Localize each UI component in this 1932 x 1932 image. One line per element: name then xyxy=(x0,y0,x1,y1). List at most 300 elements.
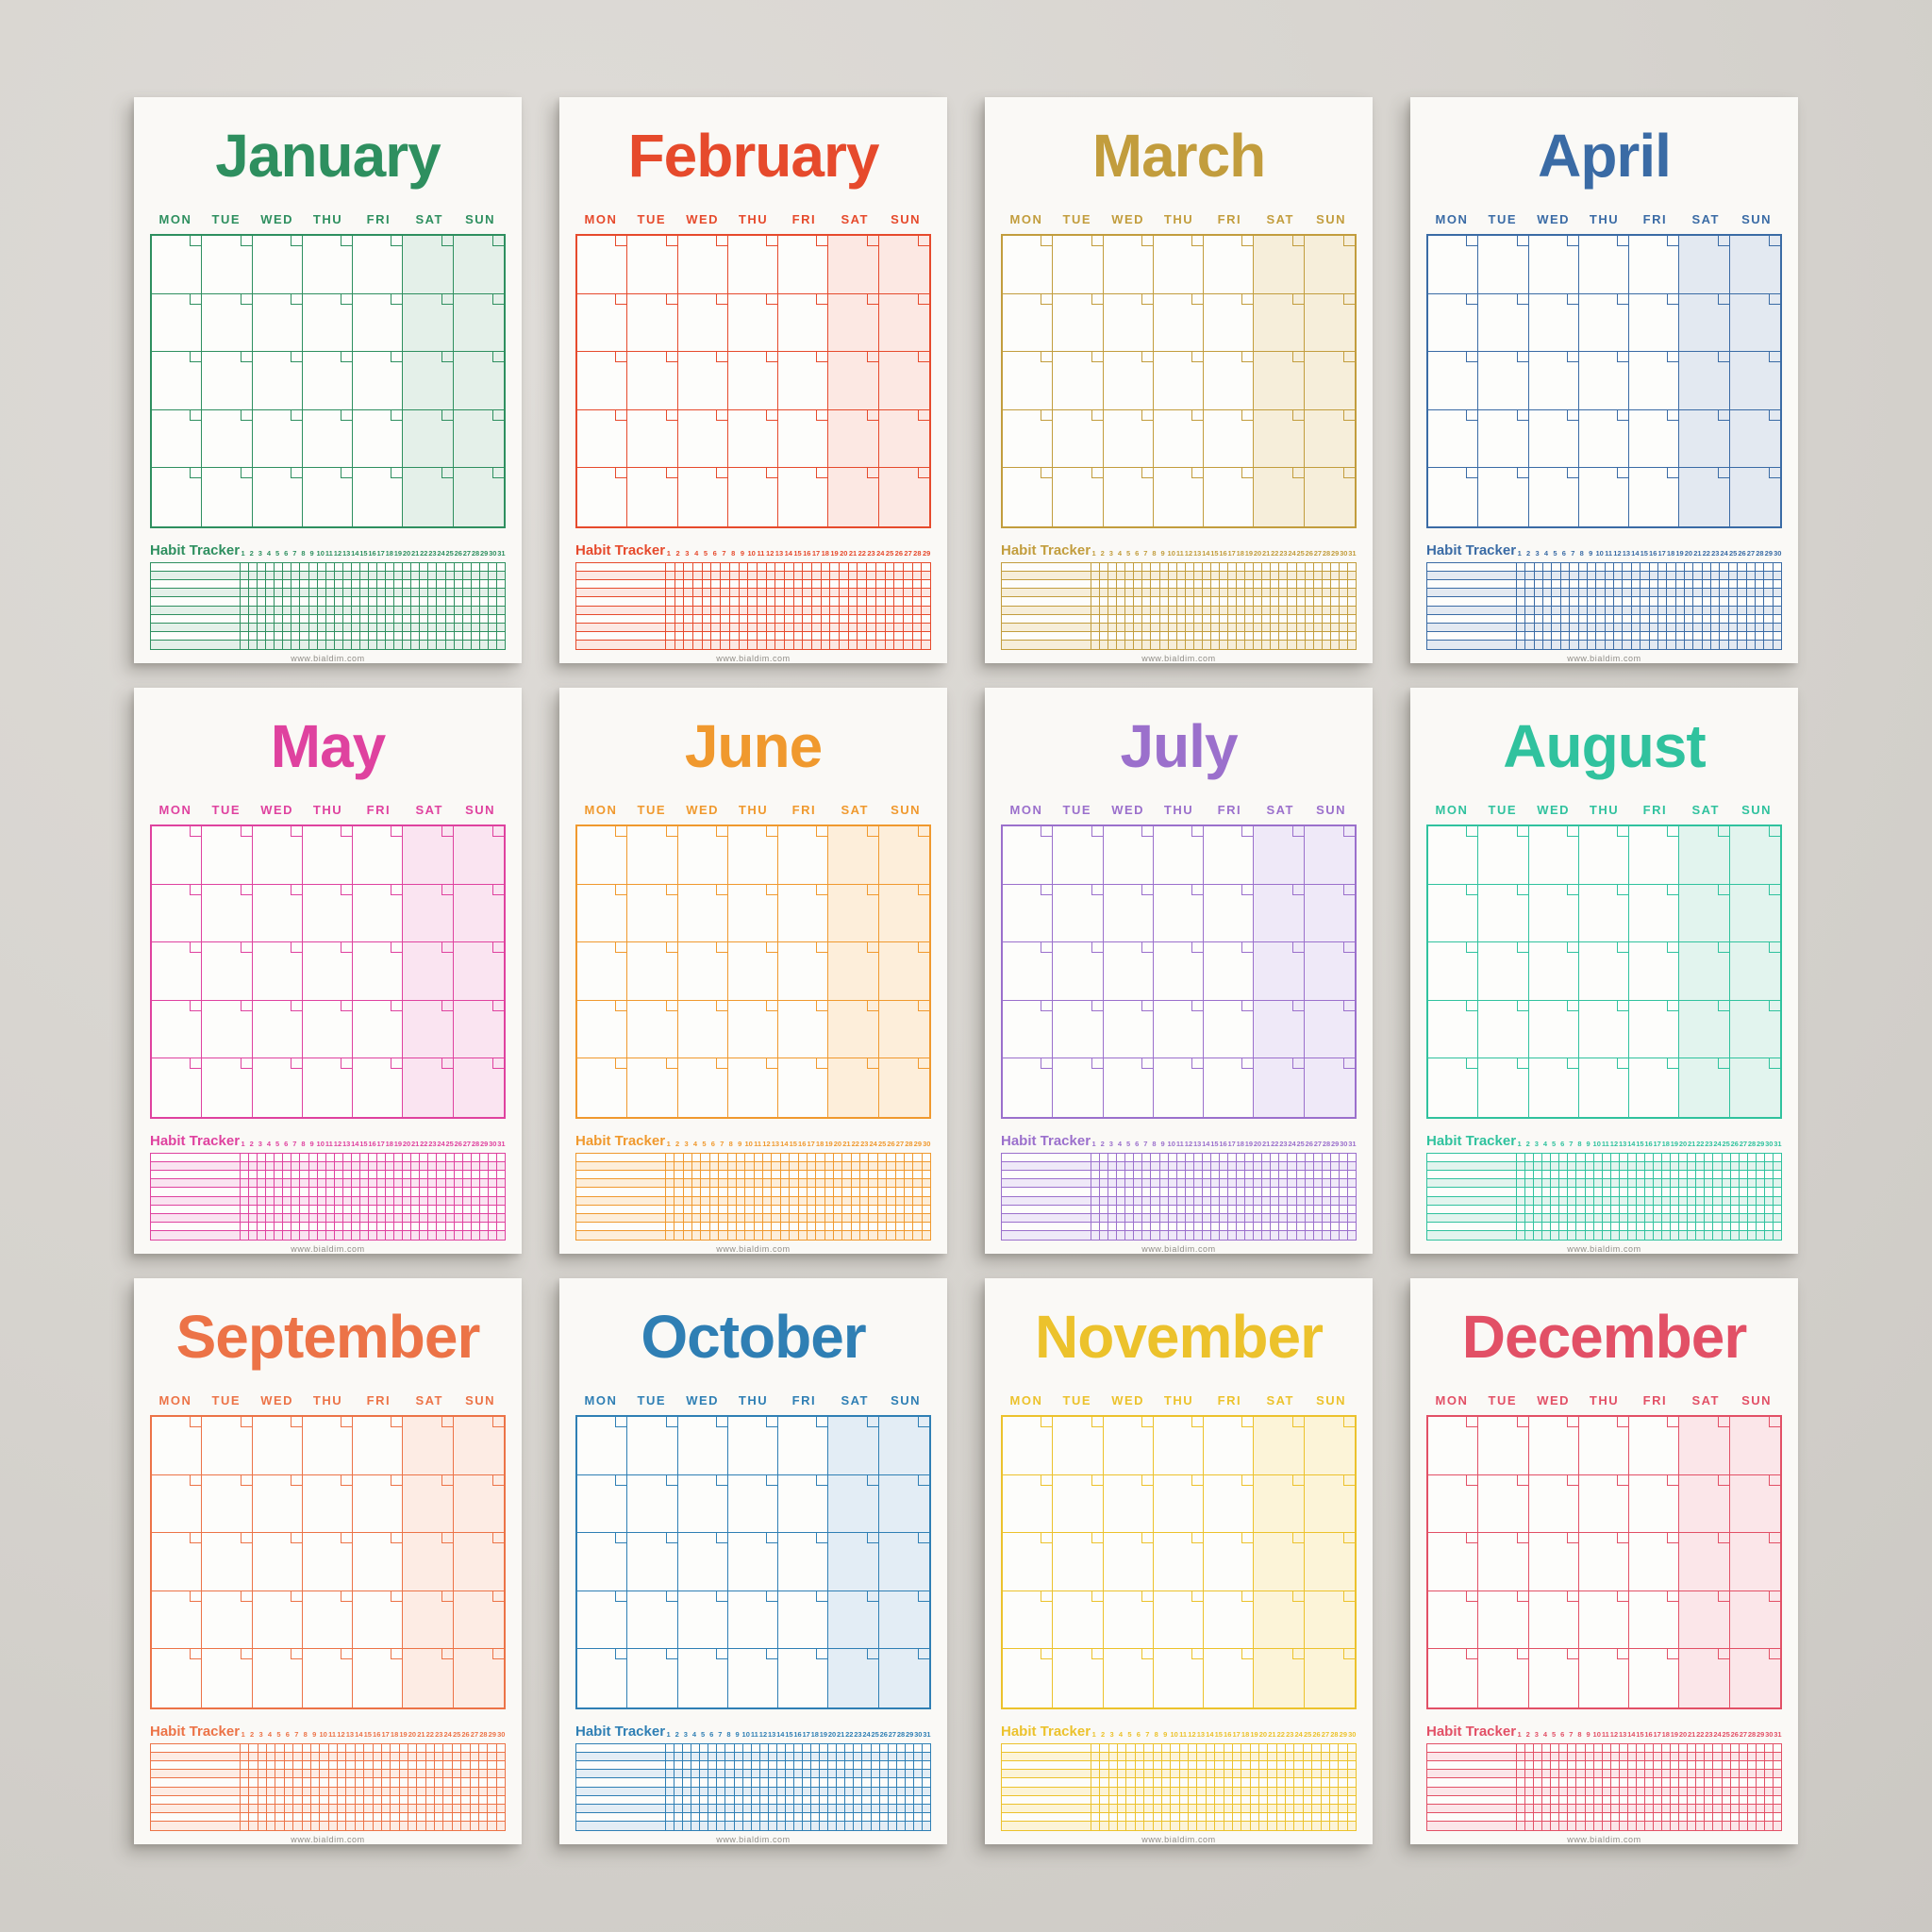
tracker-check-cell xyxy=(291,607,299,615)
tracker-check-cell xyxy=(1322,1214,1330,1223)
tracker-check-cell xyxy=(381,1744,390,1753)
tracker-check-cell xyxy=(1569,580,1577,589)
tracker-check-cell xyxy=(1712,1171,1721,1179)
tracker-day-number: 2 xyxy=(249,1140,254,1148)
tracker-check-cell xyxy=(1219,1214,1227,1223)
tracker-check-cell xyxy=(683,580,692,589)
tracker-check-cell xyxy=(390,1813,398,1822)
tracker-check-cell xyxy=(275,1805,283,1813)
tracker-check-cell xyxy=(1179,1788,1188,1796)
tracker-check-cell xyxy=(1610,1778,1619,1787)
calendar-day-cell xyxy=(1730,294,1780,353)
calendar-day-cell xyxy=(1104,1058,1154,1117)
calendar-day-cell xyxy=(1003,410,1053,469)
tracker-check-cell xyxy=(768,1778,776,1787)
date-number-box xyxy=(1466,1649,1477,1659)
tracker-check-cell xyxy=(888,1744,896,1753)
tracker-habit-label-cell xyxy=(1427,615,1516,624)
tracker-check-cell xyxy=(903,572,912,580)
tracker-check-cell xyxy=(674,1188,682,1196)
tracker-check-cell xyxy=(833,1214,841,1223)
calendar-day-cell xyxy=(253,1475,303,1534)
tracker-day-number: 12 xyxy=(766,549,774,558)
tracker-check-cell xyxy=(1116,589,1124,597)
tracker-check-cell xyxy=(1141,1171,1150,1179)
tracker-habit-label-cell xyxy=(151,572,240,580)
tracker-check-cell xyxy=(1610,1179,1619,1188)
tracker-check-cell xyxy=(1722,1179,1730,1188)
tracker-check-cell xyxy=(454,641,462,649)
calendar-day-cell xyxy=(1579,1475,1629,1534)
tracker-check-cell xyxy=(895,1231,904,1240)
tracker-check-cell xyxy=(913,1761,922,1770)
tracker-check-cell xyxy=(1150,1171,1158,1179)
tracker-check-cell xyxy=(1585,1770,1593,1778)
calendar-day-cell xyxy=(1730,1058,1780,1117)
tracker-check-cell xyxy=(317,1206,325,1214)
date-number-box xyxy=(666,294,677,305)
tracker-day-number: 25 xyxy=(445,549,454,558)
tracker-habit-label-cell xyxy=(1427,1231,1516,1240)
tracker-check-cell xyxy=(1524,563,1533,572)
tracker-check-cell xyxy=(282,563,291,572)
tracker-check-cell xyxy=(1206,1788,1214,1796)
tracker-check-cell xyxy=(317,632,325,641)
tracker-check-cell xyxy=(1636,1761,1644,1770)
tracker-check-cell xyxy=(1666,597,1674,606)
tracker-check-cell xyxy=(912,1179,921,1188)
tracker-check-cell xyxy=(757,597,766,606)
tracker-day-number: 26 xyxy=(461,1730,470,1739)
tracker-check-cell xyxy=(757,641,766,649)
tracker-check-cell xyxy=(1534,607,1542,615)
tracker-check-cell xyxy=(419,563,427,572)
tracker-check-cell xyxy=(408,1796,416,1805)
tracker-check-cell xyxy=(857,607,866,615)
tracker-check-cell xyxy=(1236,624,1244,632)
tracker-check-cell xyxy=(496,1223,505,1231)
date-number-box xyxy=(1091,1475,1103,1486)
tracker-check-cell xyxy=(1516,1197,1524,1206)
tracker-check-cell xyxy=(1533,1162,1541,1171)
date-number-box xyxy=(1292,1001,1304,1011)
tracker-check-cell xyxy=(488,1162,496,1171)
calendar-day-cell xyxy=(879,236,929,294)
tracker-check-cell xyxy=(1710,641,1719,649)
tracker-check-cell xyxy=(1567,1753,1575,1761)
tracker-check-cell xyxy=(913,1753,922,1761)
tracker-check-cell xyxy=(1141,572,1150,580)
tracker-check-cell xyxy=(718,1154,726,1162)
tracker-check-cell xyxy=(470,1822,478,1830)
tracker-check-cell xyxy=(1227,563,1236,572)
tracker-check-cell xyxy=(1116,1154,1124,1162)
calendar-day-cell xyxy=(1204,826,1254,885)
tracker-check-cell xyxy=(1755,615,1763,624)
tracker-check-cell xyxy=(1578,615,1587,624)
date-number-box xyxy=(441,294,453,305)
tracker-check-cell xyxy=(487,1753,495,1761)
tracker-habit-label-cell xyxy=(576,624,665,632)
tracker-check-cell xyxy=(922,1206,930,1214)
tracker-check-cell xyxy=(345,1813,354,1822)
calendar-day-cell xyxy=(1428,826,1478,885)
tracker-check-cell xyxy=(776,1753,785,1761)
tracker-day-number: 27 xyxy=(462,1140,472,1148)
tracker-check-cell xyxy=(1261,589,1270,597)
tracker-check-cell xyxy=(1124,1197,1133,1206)
tracker-check-cell xyxy=(385,1162,393,1171)
tracker-check-cell xyxy=(1270,1214,1278,1223)
tracker-check-cell xyxy=(291,1197,299,1206)
tracker-day-number: 21 xyxy=(1687,1140,1696,1148)
tracker-check-cell xyxy=(355,1796,363,1805)
tracker-check-cell xyxy=(784,615,793,624)
tracker-check-cell xyxy=(885,615,894,624)
tracker-check-cell xyxy=(1321,1805,1329,1813)
tracker-check-cell xyxy=(1695,1154,1704,1162)
tracker-check-cell xyxy=(1640,624,1648,632)
tracker-check-cell xyxy=(853,1744,861,1753)
tracker-check-cell xyxy=(1267,1753,1275,1761)
tracker-check-cell xyxy=(1193,641,1202,649)
tracker-check-cell xyxy=(1287,1197,1295,1206)
tracker-check-cell xyxy=(1657,632,1666,641)
tracker-check-cell xyxy=(691,1761,699,1770)
tracker-check-cell xyxy=(258,1744,266,1753)
tracker-check-cell xyxy=(1214,1813,1223,1822)
tracker-day-number: 13 xyxy=(1192,549,1202,558)
tracker-check-cell xyxy=(248,1162,257,1171)
tracker-day-number: 25 xyxy=(445,1140,454,1148)
tracker-check-cell xyxy=(454,1197,462,1206)
tracker-check-cell xyxy=(877,1154,886,1162)
tracker-check-cell xyxy=(363,1744,372,1753)
tracker-check-cell xyxy=(1541,1206,1550,1214)
tracker-check-cell xyxy=(879,1761,888,1770)
calendar-day-cell xyxy=(1053,1591,1103,1650)
tracker-day-number: 27 xyxy=(470,1730,479,1739)
tracker-check-cell xyxy=(427,1188,436,1196)
tracker-check-cell xyxy=(257,1223,265,1231)
calendar-day-cell xyxy=(353,1001,403,1059)
tracker-check-cell xyxy=(861,1805,870,1813)
tracker-check-cell xyxy=(1196,1770,1205,1778)
date-number-box xyxy=(615,1591,626,1602)
tracker-check-cell xyxy=(1091,1206,1099,1214)
tracker-check-cell xyxy=(709,1162,718,1171)
tracker-check-cell xyxy=(1730,1770,1739,1778)
tracker-check-cell xyxy=(1533,1214,1541,1223)
tracker-habit-label-cell xyxy=(1427,1753,1516,1761)
tracker-check-cell xyxy=(1116,580,1124,589)
tracker-check-cell xyxy=(452,1770,460,1778)
tracker-check-cell xyxy=(839,597,848,606)
tracker-check-cell xyxy=(462,572,471,580)
tracker-check-cell xyxy=(1202,589,1210,597)
tracker-check-cell xyxy=(359,1179,368,1188)
tracker-check-cell xyxy=(771,1154,779,1162)
calendar-page-october xyxy=(559,1278,947,1844)
tracker-check-cell xyxy=(1593,1753,1602,1761)
tracker-check-cell xyxy=(460,1788,469,1796)
tracker-check-cell xyxy=(265,607,274,615)
tracker-habit-label-cell xyxy=(151,589,240,597)
tracker-check-cell xyxy=(368,1206,376,1214)
tracker-check-cell xyxy=(479,1214,488,1223)
tracker-check-cell xyxy=(265,1223,274,1231)
tracker-check-cell xyxy=(488,1154,496,1162)
tracker-habit-label-cell xyxy=(1002,1796,1091,1805)
date-number-box xyxy=(190,1001,201,1011)
tracker-habit-label-cell xyxy=(151,1770,240,1778)
tracker-check-cell xyxy=(342,1162,351,1171)
tracker-check-cell xyxy=(359,1206,368,1214)
tracker-check-cell xyxy=(385,597,393,606)
tracker-check-cell xyxy=(774,624,784,632)
tracker-check-cell xyxy=(410,572,419,580)
tracker-day-number: 29 xyxy=(1331,1140,1340,1148)
calendar-day-cell xyxy=(1305,885,1355,943)
tracker-check-cell xyxy=(1649,624,1657,632)
tracker-check-cell xyxy=(1605,572,1613,580)
tracker-check-cell xyxy=(1670,1154,1678,1162)
tracker-check-cell xyxy=(1150,1214,1158,1223)
tracker-check-cell xyxy=(1719,580,1727,589)
tracker-day-number: 16 xyxy=(1644,1730,1653,1739)
tracker-check-cell xyxy=(888,1788,896,1796)
tracker-habit-label-cell xyxy=(576,1813,665,1822)
tracker-check-cell xyxy=(853,1770,861,1778)
tracker-check-cell xyxy=(1278,597,1287,606)
tracker-habit-label-cell xyxy=(1427,1214,1516,1223)
tracker-check-cell xyxy=(1202,632,1210,641)
tracker-check-cell xyxy=(274,624,282,632)
date-number-box xyxy=(766,1001,777,1011)
tracker-check-cell xyxy=(1567,1231,1575,1240)
tracker-check-cell xyxy=(408,1813,416,1822)
tracker-check-cell xyxy=(759,1761,768,1770)
tracker-check-cell xyxy=(419,1162,427,1171)
tracker-check-cell xyxy=(345,1770,354,1778)
tracker-check-cell xyxy=(724,1778,733,1787)
tracker-day-number: 15 xyxy=(363,1730,372,1739)
tracker-day-number: 16 xyxy=(1219,549,1227,558)
tracker-check-cell xyxy=(1666,632,1674,641)
calendar-day-cell xyxy=(1529,468,1579,526)
tracker-check-cell xyxy=(1675,572,1684,580)
tracker-check-cell xyxy=(1202,580,1210,589)
calendar-day-cell xyxy=(627,1475,677,1534)
tracker-check-cell xyxy=(1585,1778,1593,1787)
tracker-check-cell xyxy=(1747,1744,1756,1753)
tracker-check-cell xyxy=(470,1761,478,1770)
tracker-check-cell xyxy=(674,1197,682,1206)
tracker-day-number: 12 xyxy=(1184,549,1193,558)
tracker-check-cell xyxy=(1153,1805,1161,1813)
calendar-day-cell xyxy=(202,352,252,410)
tracker-check-cell xyxy=(248,1214,257,1223)
tracker-check-cell xyxy=(1185,1214,1193,1223)
tracker-check-cell xyxy=(1305,632,1313,641)
tracker-check-cell xyxy=(784,624,793,632)
date-number-box xyxy=(341,1001,352,1011)
tracker-check-cell xyxy=(1285,1770,1293,1778)
tracker-check-cell xyxy=(1261,1206,1270,1214)
tracker-check-cell xyxy=(319,1778,327,1787)
tracker-check-cell xyxy=(282,1188,291,1196)
tracker-check-cell xyxy=(1219,1197,1227,1206)
tracker-check-cell xyxy=(265,597,274,606)
tracker-day-number: 22 xyxy=(420,1140,428,1148)
tracker-check-cell xyxy=(319,1744,327,1753)
date-number-box xyxy=(1667,294,1678,305)
tracker-check-cell xyxy=(292,1744,301,1753)
tracker-check-cell xyxy=(1116,1197,1124,1206)
tracker-check-cell xyxy=(866,632,875,641)
tracker-check-cell xyxy=(1338,1778,1346,1787)
tracker-check-cell xyxy=(1305,589,1313,597)
tracker-check-cell xyxy=(257,1197,265,1206)
tracker-check-cell xyxy=(1193,589,1202,597)
tracker-check-cell xyxy=(896,1813,905,1822)
date-number-box xyxy=(1517,294,1528,305)
tracker-check-cell xyxy=(1293,1761,1302,1770)
date-number-box xyxy=(666,1001,677,1011)
tracker-day-number: 24 xyxy=(437,1140,445,1148)
tracker-habit-label-cell xyxy=(1427,1188,1516,1196)
tracker-check-cell xyxy=(325,1154,334,1162)
tracker-check-cell xyxy=(708,1753,716,1761)
date-number-box xyxy=(867,1058,878,1069)
tracker-check-cell xyxy=(736,1231,744,1240)
calendar-day-cell xyxy=(1104,1001,1154,1059)
tracker-check-cell xyxy=(1202,1162,1210,1171)
date-number-box xyxy=(1718,236,1729,246)
tracker-habit-label-cell xyxy=(576,1231,665,1240)
tracker-check-cell xyxy=(1704,1188,1712,1196)
tracker-check-cell xyxy=(833,1171,841,1179)
tracker-check-cell xyxy=(487,1813,495,1822)
tracker-check-cell xyxy=(766,607,775,615)
tracker-check-cell xyxy=(1567,1179,1575,1188)
tracker-check-cell xyxy=(836,1753,844,1761)
tracker-day-number: 14 xyxy=(1206,1730,1214,1739)
tracker-day-number: 15 xyxy=(789,1140,797,1148)
tracker-check-cell xyxy=(839,641,848,649)
tracker-check-cell xyxy=(1161,1788,1170,1796)
tracker-day-numbers xyxy=(1090,1140,1357,1149)
tracker-check-cell xyxy=(742,1753,751,1761)
tracker-check-cell xyxy=(720,624,729,632)
tracker-check-cell xyxy=(1585,1206,1593,1214)
tracker-check-cell xyxy=(841,1206,850,1214)
tracker-check-cell xyxy=(1602,1753,1610,1761)
tracker-check-cell xyxy=(1244,1214,1253,1223)
tracker-check-cell xyxy=(853,1788,861,1796)
tracker-check-cell xyxy=(355,1788,363,1796)
tracker-check-cell xyxy=(1661,1753,1670,1761)
tracker-check-cell xyxy=(1287,1179,1295,1188)
date-number-box xyxy=(1718,1591,1729,1602)
tracker-check-cell xyxy=(922,1214,930,1223)
calendar-day-cell xyxy=(1629,1417,1679,1475)
calendar-day-cell xyxy=(1104,1475,1154,1534)
date-number-box xyxy=(1041,352,1052,362)
calendar-day-cell xyxy=(1428,1417,1478,1475)
tracker-check-cell xyxy=(248,607,257,615)
tracker-check-cell xyxy=(460,1744,469,1753)
tracker-check-cell xyxy=(1569,607,1577,615)
tracker-check-cell xyxy=(802,624,811,632)
tracker-check-cell xyxy=(345,1744,354,1753)
tracker-check-cell xyxy=(436,1214,444,1223)
tracker-check-cell xyxy=(258,1761,266,1770)
tracker-check-cell xyxy=(1551,589,1559,597)
tracker-check-cell xyxy=(824,1223,833,1231)
website-url: www.bialdim.com xyxy=(1141,1244,1216,1254)
date-number-box xyxy=(666,236,677,246)
tracker-check-cell xyxy=(857,597,866,606)
tracker-check-cell xyxy=(488,1223,496,1231)
calendar-day-cell xyxy=(1529,1475,1579,1534)
calendar-day-cell xyxy=(1579,236,1629,294)
tracker-check-cell xyxy=(819,1753,827,1761)
tracker-check-cell xyxy=(319,1805,327,1813)
tracker-check-cell xyxy=(793,615,803,624)
tracker-check-cell xyxy=(1640,632,1648,641)
tracker-check-cell xyxy=(1219,1206,1227,1214)
tracker-check-cell xyxy=(1322,580,1330,589)
tracker-check-cell xyxy=(1117,1761,1125,1770)
date-number-box xyxy=(441,410,453,421)
tracker-check-cell xyxy=(1241,1796,1249,1805)
tracker-check-cell xyxy=(265,1171,274,1179)
tracker-check-cell xyxy=(1270,1179,1278,1188)
tracker-check-cell xyxy=(789,1197,797,1206)
calendar-day-cell xyxy=(1679,236,1729,294)
tracker-check-cell xyxy=(445,1206,454,1214)
date-number-box xyxy=(341,1591,352,1602)
tracker-check-cell xyxy=(1179,1822,1188,1830)
tracker-check-cell xyxy=(724,1753,733,1761)
tracker-check-cell xyxy=(1587,597,1595,606)
tracker-check-cell xyxy=(776,1796,785,1805)
tracker-check-cell xyxy=(1516,1744,1524,1753)
date-number-box xyxy=(492,942,504,953)
tracker-check-cell xyxy=(1613,597,1622,606)
tracker-day-number: 4 xyxy=(267,1730,273,1739)
tracker-check-cell xyxy=(291,589,299,597)
month-grid xyxy=(1001,1415,1357,1709)
tracker-check-cell xyxy=(240,1822,248,1830)
tracker-check-cell xyxy=(342,1188,351,1196)
tracker-check-cell xyxy=(1567,1770,1575,1778)
tracker-check-cell xyxy=(1099,589,1108,597)
tracker-check-cell xyxy=(789,1214,797,1223)
date-number-box xyxy=(1517,410,1528,421)
date-number-box xyxy=(391,885,402,895)
tracker-check-cell xyxy=(1210,1197,1219,1206)
date-number-box xyxy=(1343,1417,1355,1427)
tracker-check-cell xyxy=(885,632,894,641)
calendar-day-cell xyxy=(1730,1417,1780,1475)
tracker-check-cell xyxy=(1278,624,1287,632)
calendar-day-cell xyxy=(778,942,828,1001)
tracker-check-cell xyxy=(836,1822,844,1830)
calendar-day-cell xyxy=(1053,826,1103,885)
tracker-check-cell xyxy=(710,632,720,641)
